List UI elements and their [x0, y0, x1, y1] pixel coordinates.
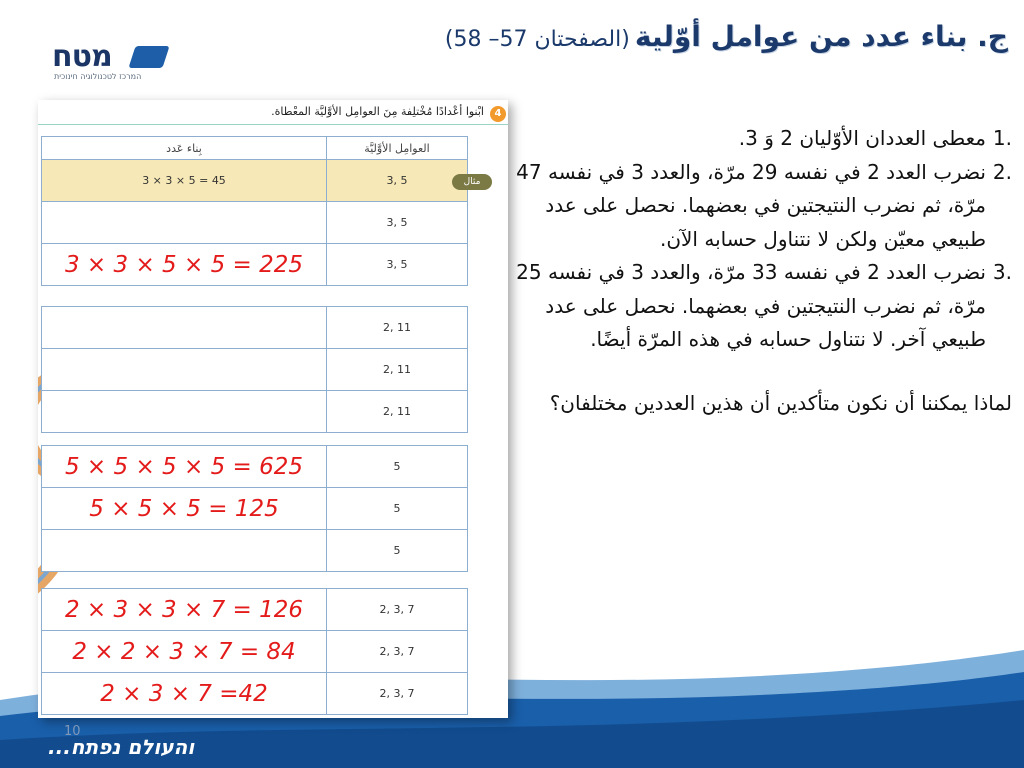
build-cell — [42, 446, 327, 488]
table-row — [42, 202, 468, 244]
table-row — [42, 349, 468, 391]
footer-slogan: והעולם נפתח... — [48, 735, 195, 759]
factors-cell: 2, 3, 7 — [327, 589, 468, 631]
logo-name: מטח — [52, 39, 112, 74]
factors-table-group-3 — [41, 445, 468, 572]
build-cell — [42, 391, 327, 433]
exercise-number: 4 — [490, 106, 506, 122]
worksheet-image — [38, 100, 508, 718]
header-factors: العوامِل الأوَّليَّة — [327, 137, 468, 160]
table-row — [42, 244, 468, 286]
table-row — [42, 488, 468, 530]
handwritten-answer: 2 × 2 × 3 × 7 = 84 — [72, 638, 296, 665]
table-header-row — [42, 137, 468, 160]
list-item — [512, 122, 1012, 156]
factors-cell: 5 — [327, 530, 468, 572]
factors-table-group-2 — [41, 306, 468, 433]
build-cell: 3 × 3 × 5 = 45 — [42, 160, 327, 202]
factors-cell: 3, 5 — [327, 244, 468, 286]
problem-text — [512, 122, 1012, 420]
build-cell — [42, 673, 327, 715]
factors-cell: 3, 5 — [327, 202, 468, 244]
table-row — [42, 307, 468, 349]
table-row — [42, 160, 468, 202]
handwritten-answer: 3 × 3 × 5 × 5 = 225 — [64, 251, 303, 278]
item-number: .2 — [992, 159, 1012, 184]
logo-mark-icon — [128, 46, 169, 68]
brand-logo — [52, 40, 168, 82]
handwritten-answer: 5 × 5 × 5 = 125 — [89, 495, 279, 522]
page-number: 10 — [64, 724, 81, 739]
slide-title-main: ج. بناء عدد من عوامل أوّلية — [634, 20, 1008, 53]
factors-cell: 2, 11 — [327, 307, 468, 349]
list-item — [512, 156, 1012, 257]
factors-table-group-4 — [41, 588, 468, 715]
example-badge: مثال — [452, 174, 492, 190]
factors-cell: 2, 11 — [327, 349, 468, 391]
build-cell — [42, 488, 327, 530]
item-text: معطى العددان الأوّليان 2 وَ 3. — [738, 126, 986, 150]
factors-cell: 5 — [327, 446, 468, 488]
item-text: نضرب العدد 2 في نفسه 33 مرّة، والعدد 3 في نفسه 25 مرّة، ثم نضرب النتيجتين في بعضهما. نحصل على عدد طبيعي آخر. لا نتناول حسابه في هذه المرّة أيضًا. — [516, 260, 986, 351]
table-row — [42, 589, 468, 631]
logo-tagline: המרכז לטכנולוגיה חינוכית — [54, 72, 142, 81]
list-item — [512, 256, 1012, 357]
build-cell — [42, 530, 327, 572]
table-row — [42, 391, 468, 433]
item-text: نضرب العدد 2 في نفسه 29 مرّة، والعدد 3 في نفسه 47 مرّة، ثم نضرب النتيجتين في بعضهما. نحصل على عدد طبيعي معيّن ولكن لا نتناول حسابه الآن. — [516, 159, 986, 251]
factors-cell: 2, 3, 7 — [327, 631, 468, 673]
build-cell — [42, 244, 327, 286]
build-cell — [42, 202, 327, 244]
factors-cell: 2, 3, 7 — [327, 673, 468, 715]
factors-cell: 2, 11 — [327, 391, 468, 433]
build-cell — [42, 631, 327, 673]
handwritten-answer: 2 × 3 × 7 =42 — [100, 680, 268, 707]
table-row — [42, 446, 468, 488]
build-cell — [42, 589, 327, 631]
table-row — [42, 631, 468, 673]
header-build: بِناء عَدد — [42, 137, 327, 160]
factors-table-group-1 — [41, 136, 468, 286]
question-text: لماذا يمكننا أن نكون متأكدين أن هذين العددين مختلفان؟ — [549, 390, 1012, 415]
factors-cell: 5 — [327, 488, 468, 530]
item-number: .1 — [992, 126, 1012, 150]
handwritten-answer: 2 × 3 × 3 × 7 = 126 — [64, 596, 303, 623]
exercise-instruction: ابْنوا أعْدادًا مُخْتلِفة مِنَ العوامِل الأوَّليَّة المعْطاة. — [271, 105, 484, 118]
build-cell — [42, 307, 327, 349]
table-row — [42, 530, 468, 572]
slide-title-pages: (الصفحتان 57– 58) — [444, 27, 630, 52]
worksheet-header — [38, 100, 508, 125]
handwritten-answer: 5 × 5 × 5 × 5 = 625 — [64, 453, 303, 480]
build-cell — [42, 349, 327, 391]
item-number: .3 — [992, 260, 1012, 284]
slide-title — [445, 20, 1008, 53]
factors-cell: 3, 5 — [327, 160, 468, 202]
table-row — [42, 673, 468, 715]
